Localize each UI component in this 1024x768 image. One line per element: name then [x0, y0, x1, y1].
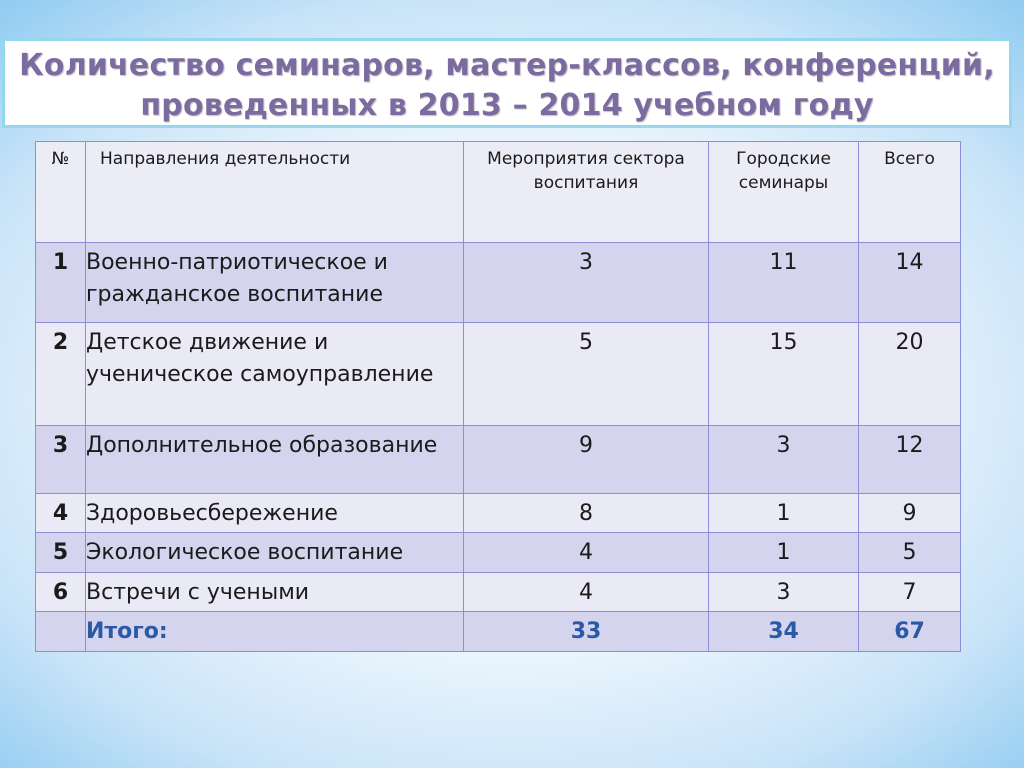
row-direction: Здоровьесбережение	[86, 494, 464, 533]
row-total: 5	[859, 533, 961, 573]
title-box	[2, 38, 1012, 128]
header-city: Городские семинары	[709, 142, 859, 243]
row-sector: 5	[464, 323, 709, 426]
row-city: 1	[709, 533, 859, 573]
summary-empty-cell	[36, 612, 86, 652]
row-total: 12	[859, 426, 961, 494]
summary-label: Итого:	[86, 612, 464, 652]
row-sector: 4	[464, 573, 709, 612]
row-city: 1	[709, 494, 859, 533]
summary-sector: 33	[464, 612, 709, 652]
row-city: 11	[709, 243, 859, 323]
row-total: 9	[859, 494, 961, 533]
row-city: 15	[709, 323, 859, 426]
row-direction: Экологическое воспитание	[86, 533, 464, 573]
row-num: 3	[36, 426, 86, 494]
row-num: 2	[36, 323, 86, 426]
summary-total: 67	[859, 612, 961, 652]
row-direction: Дополнительное образование	[86, 426, 464, 494]
header-num: №	[36, 142, 86, 243]
row-num: 1	[36, 243, 86, 323]
page-title-line-2: проведенных в 2013 – 2014 учебном году	[140, 88, 874, 123]
row-sector: 3	[464, 243, 709, 323]
table-row	[36, 426, 961, 494]
row-total: 20	[859, 323, 961, 426]
row-direction: Встречи с учеными	[86, 573, 464, 612]
row-direction: Военно-патриотическое и гражданское воспитание	[86, 243, 464, 323]
page-title-line-1: Количество семинаров, мастер-классов, конференций,	[19, 48, 995, 83]
row-city: 3	[709, 573, 859, 612]
table-summary-row	[36, 612, 961, 652]
table-row	[36, 573, 961, 612]
row-city: 3	[709, 426, 859, 494]
header-sector: Мероприятия сектора воспитания	[464, 142, 709, 243]
row-total: 14	[859, 243, 961, 323]
table-row	[36, 533, 961, 573]
row-total: 7	[859, 573, 961, 612]
table-row	[36, 323, 961, 426]
row-sector: 9	[464, 426, 709, 494]
row-num: 4	[36, 494, 86, 533]
row-num: 6	[36, 573, 86, 612]
table-header-row	[36, 142, 961, 243]
row-sector: 8	[464, 494, 709, 533]
activity-table	[35, 141, 961, 652]
header-direction: Направления деятельности	[86, 142, 464, 243]
summary-city: 34	[709, 612, 859, 652]
row-num: 5	[36, 533, 86, 573]
table-row	[36, 494, 961, 533]
row-sector: 4	[464, 533, 709, 573]
header-total: Всего	[859, 142, 961, 243]
row-direction: Детское движение и ученическое самоуправление	[86, 323, 464, 426]
table-row	[36, 243, 961, 323]
